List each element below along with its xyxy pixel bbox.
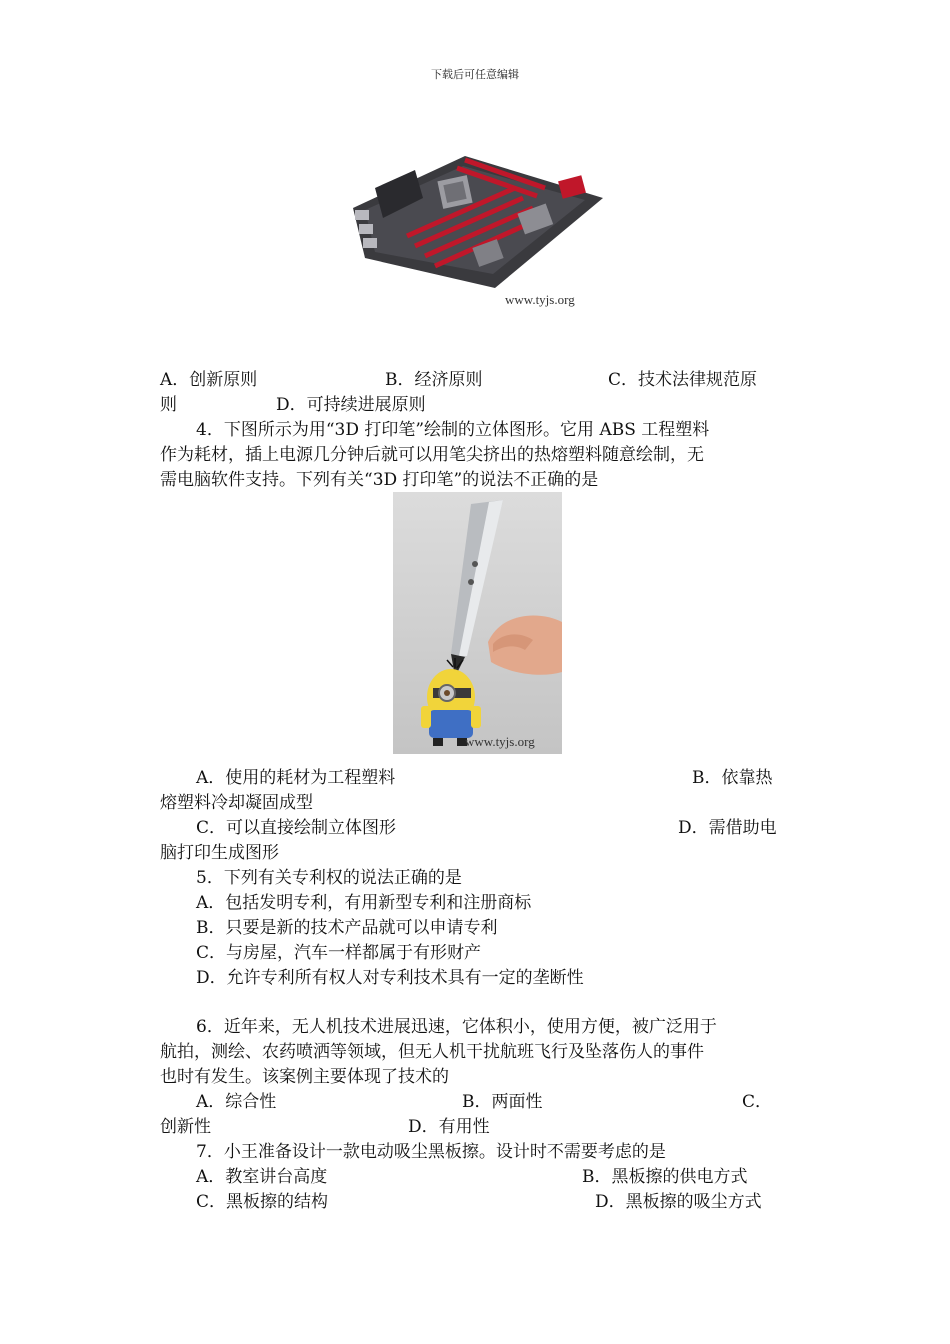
q7-option-a: A．教室讲台高度 — [196, 1167, 328, 1187]
q6-stem-line2: 航拍，测绘、农药喷洒等领域，但无人机干扰航班飞行及坠落伤人的事件 — [160, 1042, 704, 1062]
q7-option-d: D．黑板擦的吸尘方式 — [595, 1192, 762, 1212]
q4-stem-line2: 作为耗材，插上电源几分钟后就可以用笔尖挤出的热熔塑料随意绘制，无 — [160, 445, 704, 465]
q3-option-c: C．技术法律规范原 — [608, 370, 758, 390]
q7-option-b: B．黑板擦的供电方式 — [582, 1167, 748, 1187]
q3-option-a: A．创新原则 — [160, 370, 258, 390]
3d-pen-image — [393, 492, 562, 754]
q6-stem-line1: 6．近年来，无人机技术进展迅速，它体积小，使用方便，被广泛用于 — [196, 1017, 717, 1037]
q6-option-d: D．有用性 — [408, 1117, 490, 1137]
watermark-text: www.tyjs.org — [505, 292, 575, 307]
q4-option-b-continued: 熔塑料冷却凝固成型 — [160, 793, 313, 813]
q6-option-b: B．两面性 — [462, 1092, 543, 1112]
q6-option-c: C． — [742, 1092, 773, 1112]
q3-option-d: D．可持续进展原则 — [276, 395, 426, 415]
q4-option-d-continued: 脑打印生成图形 — [160, 843, 279, 863]
q4-option-c: C．可以直接绘制立体图形 — [196, 818, 397, 838]
q4-option-d: D．需借助电 — [678, 818, 777, 838]
q6-option-c-continued: 创新性 — [160, 1117, 211, 1137]
q6-option-a: A．综合性 — [196, 1092, 277, 1112]
q3-option-b: B．经济原则 — [385, 370, 483, 390]
q3-option-c-continued: 则 — [160, 395, 177, 415]
q5-stem: 5．下列有关专利权的说法正确的是 — [196, 868, 462, 888]
q6-stem-line3: 也时有发生。该案例主要体现了技术的 — [160, 1067, 449, 1087]
q4-stem-line3: 需电脑软件支持。下列有关“3D 打印笔”的说法不正确的是 — [160, 470, 599, 490]
q5-option-a: A．包括发明专利，有用新型专利和注册商标 — [196, 893, 532, 913]
page-header: 下载后可任意编辑 — [431, 68, 519, 81]
motherboard-image — [345, 148, 607, 316]
q5-option-d: D．允许专利所有权人对专利技术具有一定的垄断性 — [196, 968, 584, 988]
q4-stem-line1: 4．下图所示为用“3D 打印笔”绘制的立体图形。它用 ABS 工程塑料 — [196, 420, 710, 440]
watermark-text: www.tyjs.org — [465, 734, 535, 749]
q5-option-c: C．与房屋，汽车一样都属于有形财产 — [196, 943, 482, 963]
q5-option-b: B．只要是新的技术产品就可以申请专利 — [196, 918, 498, 938]
q7-stem: 7．小王准备设计一款电动吸尘黑板擦。设计时不需要考虑的是 — [196, 1142, 666, 1162]
q7-option-c: C．黑板擦的结构 — [196, 1192, 329, 1212]
q4-option-a: A．使用的耗材为工程塑料 — [196, 768, 396, 788]
q4-option-b: B．依靠热 — [692, 768, 773, 788]
